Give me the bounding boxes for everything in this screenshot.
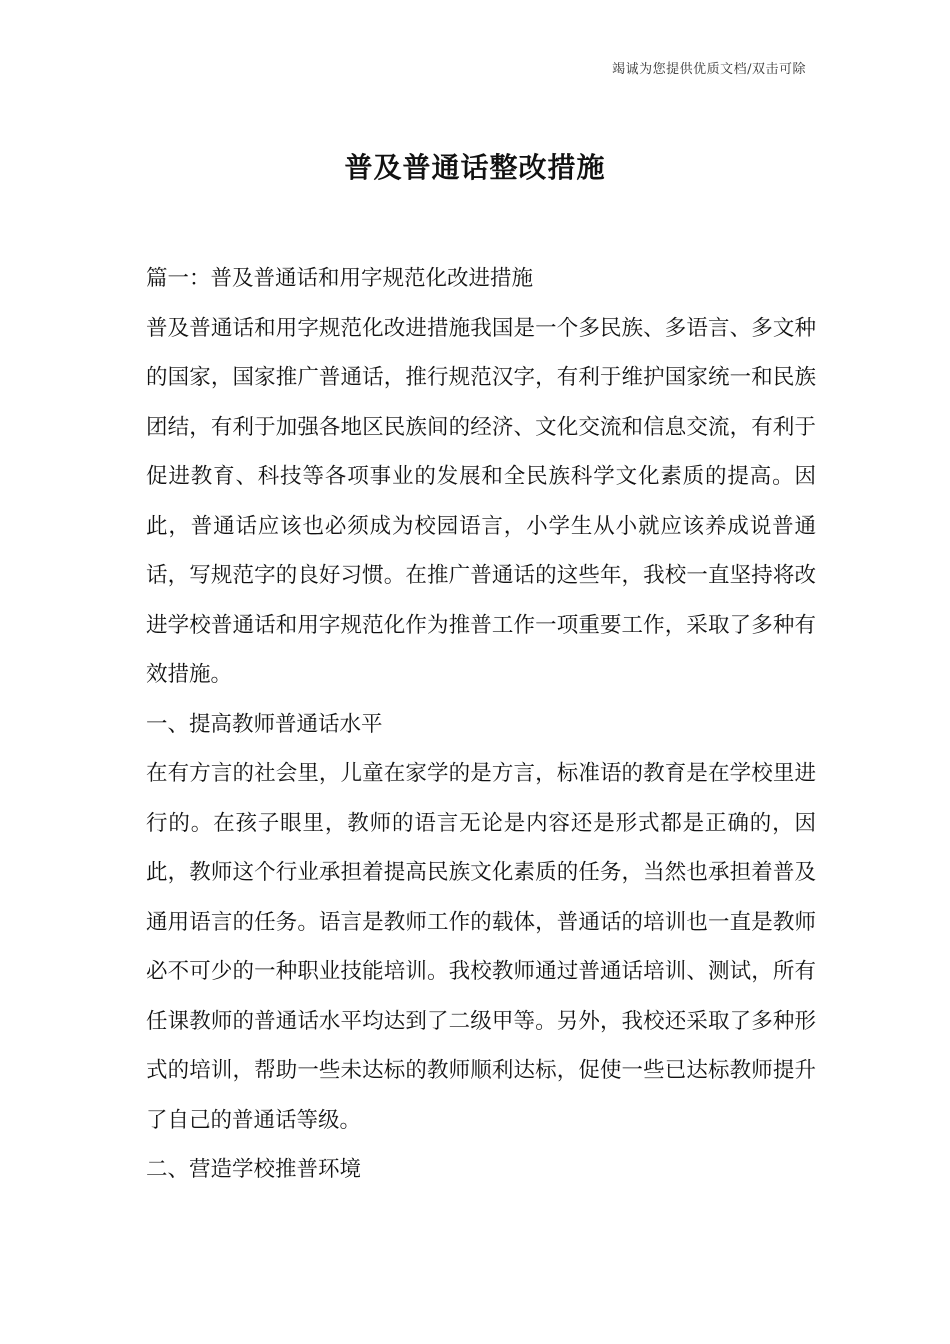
document-body: [146, 254, 816, 1195]
body-paragraph-intro: 普及普通话和用字规范化改进措施我国是一个多民族、多语言、多文种的国家，国家推广普通话，推行规范汉字，有利于维护国家统一和民族团结，有利于加强各地区民族间的经济、文化交流和信息交流，有利于促进教育、科技等各项事业的发展和全民族科学文化素质的提高。因此，普通话应该也必须成为校园语言，小学生从小就应该养成说普通话，写规范字的良好习惯。在推广普通话的这些年，我校一直坚持将改进学校普通话和用字规范化作为推普工作一项重要工作，采取了多种有效措施。: [146, 315, 816, 687]
section-heading-part-one: 篇一：普及普通话和用字规范化改进措施: [146, 266, 534, 291]
document-title: 普及普通话整改措施: [344, 151, 606, 184]
body-paragraph-teachers: 在有方言的社会里，儿童在家学的是方言，标准语的教育是在学校里进行的。在孩子眼里，教师的语言无论是内容还是形式都是正确的，因此，教师这个行业承担着提高民族文化素质的任务，当然也承担着普及通用语言的任务。语言是教师工作的载体，普通话的培训也一直是教师必不可少的一种职业技能培训。我校教师通过普通话培训、测试，所有任课教师的普通话水平均达到了二级甲等。另外，我校还采取了多种形式的培训，帮助一些未达标的教师顺利达标，促使一些已达标教师提升了自己的普通话等级。: [146, 761, 816, 1133]
section-heading-2: 二、营造学校推普环境: [146, 1157, 362, 1182]
section-heading-1: 一、提高教师普通话水平: [146, 711, 383, 737]
header-note: 竭诚为您提供优质文档/双击可除: [612, 62, 806, 77]
